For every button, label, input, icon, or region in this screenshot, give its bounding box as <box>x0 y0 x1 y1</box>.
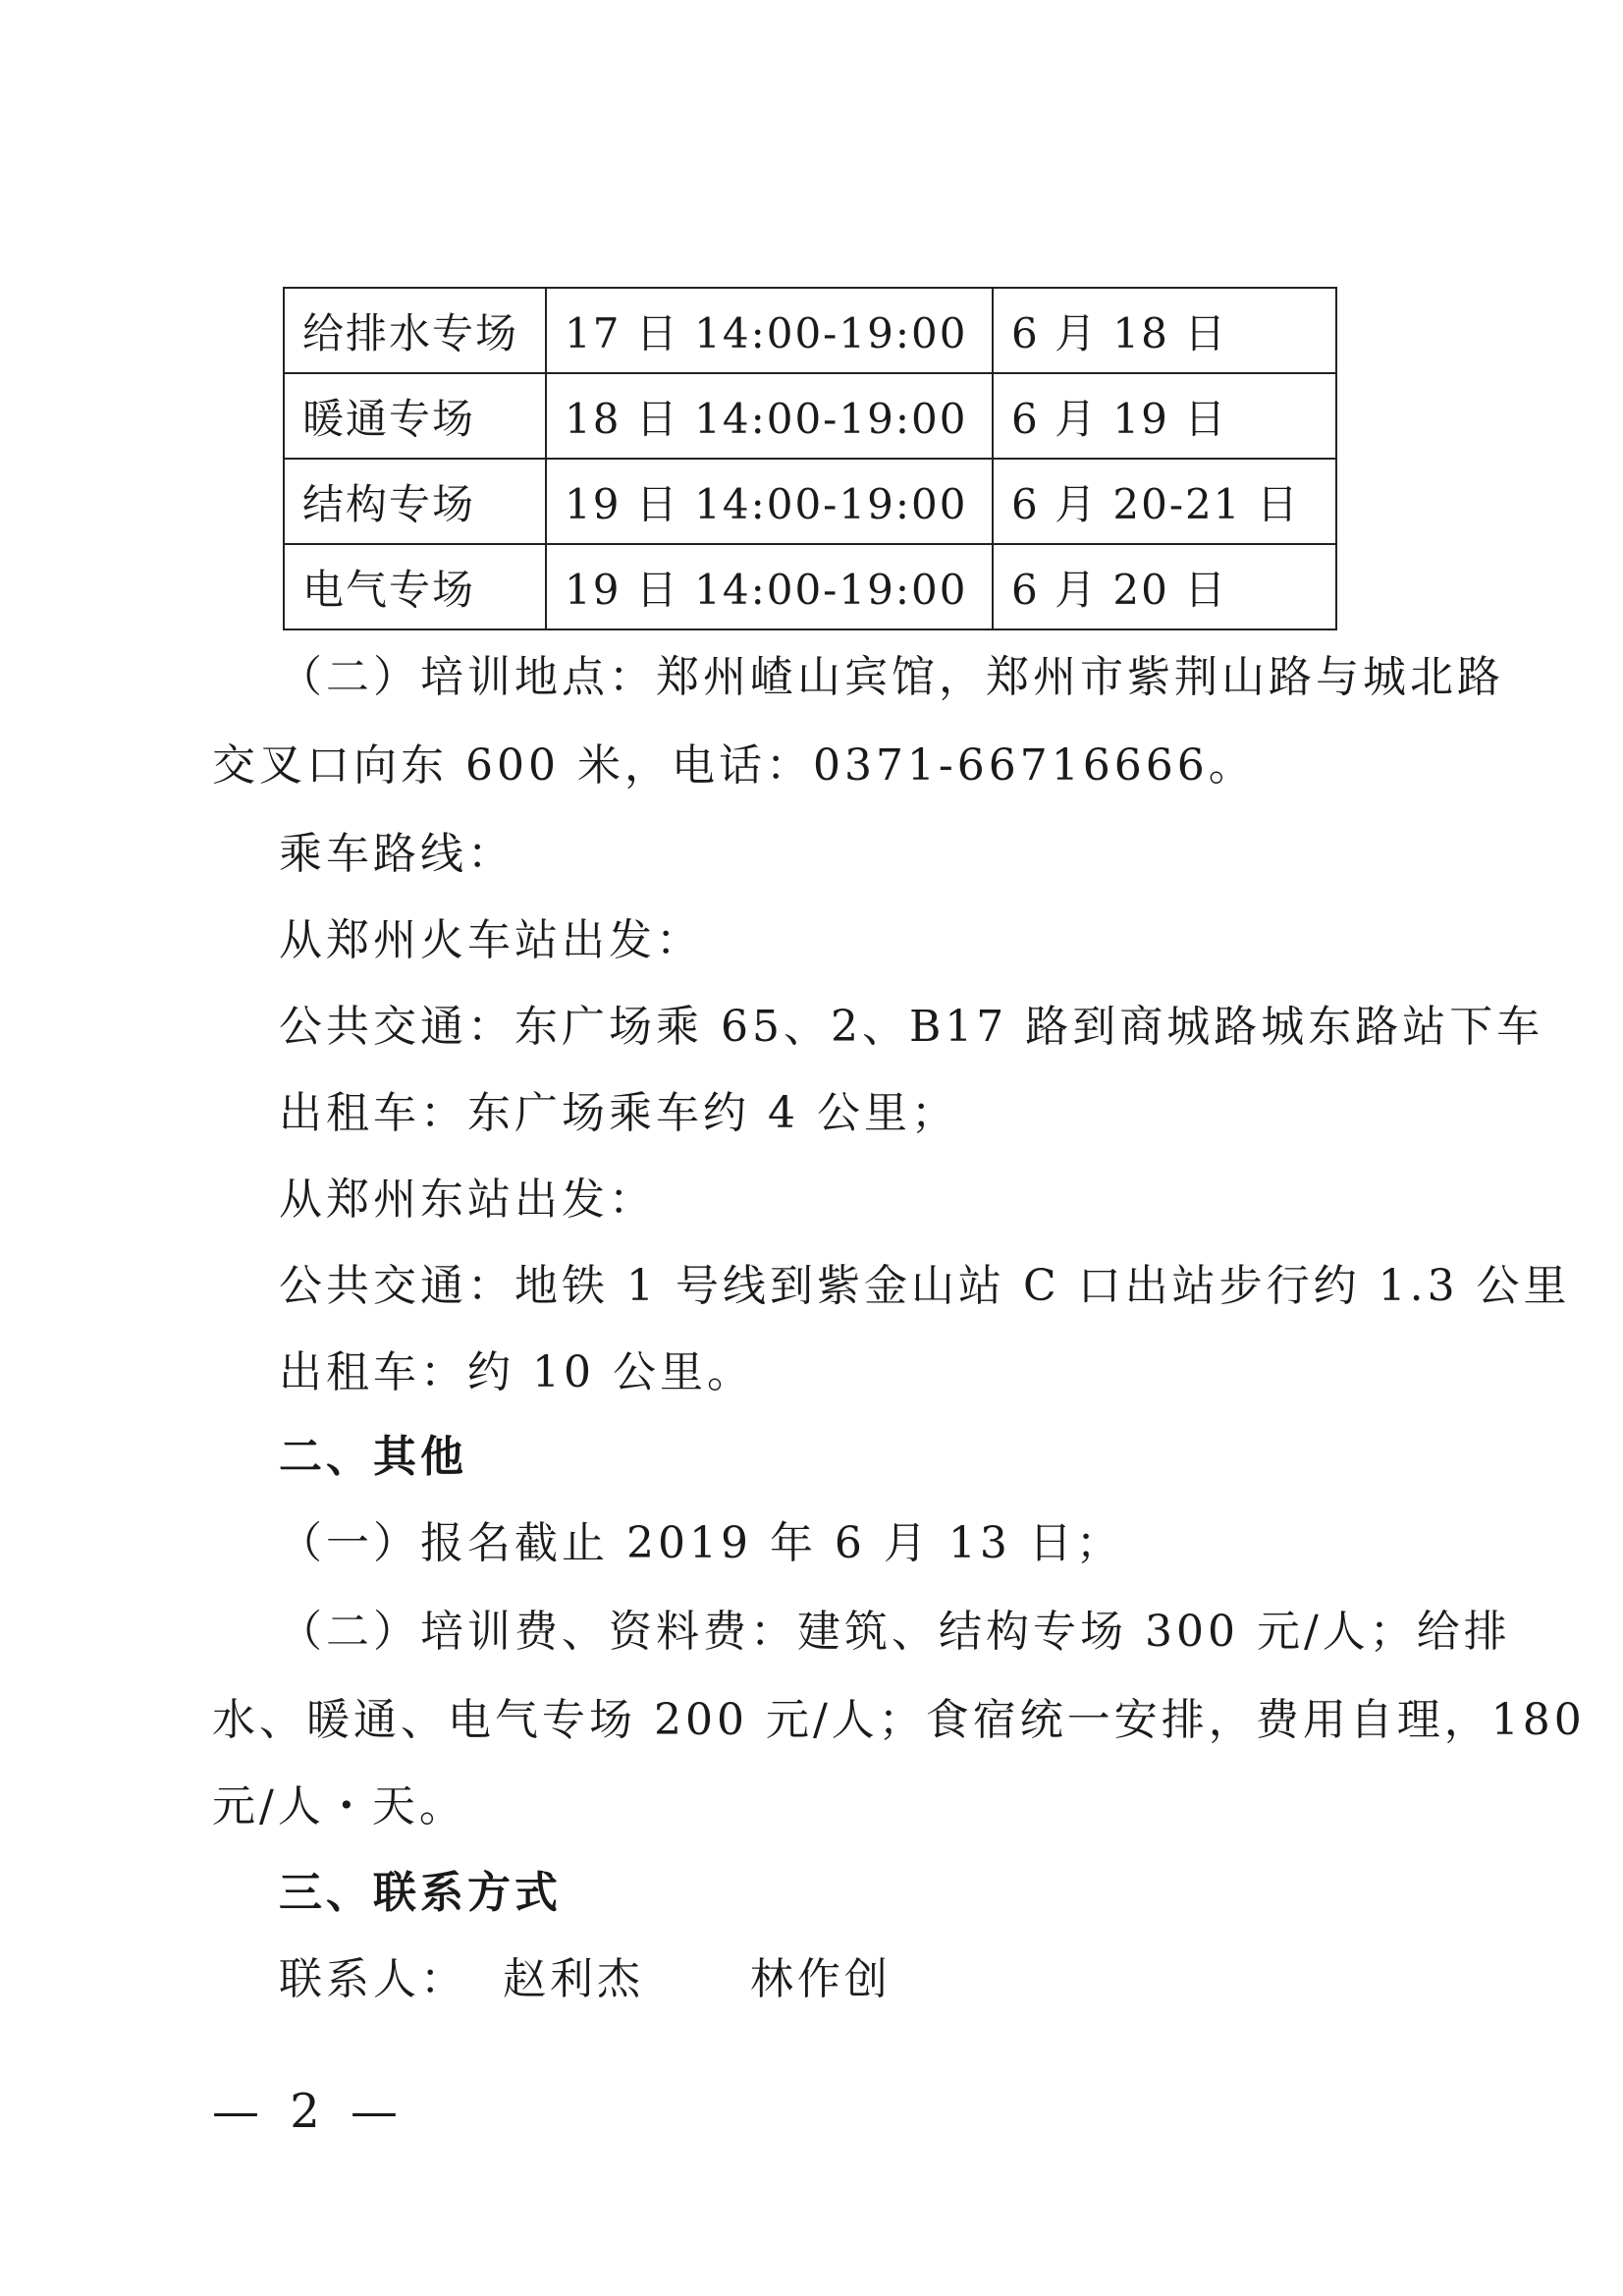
table-row <box>284 459 1336 544</box>
table-row <box>284 373 1336 459</box>
table-row <box>284 544 1336 629</box>
section-contact-heading: 三、联系方式 <box>279 1868 562 1918</box>
from-railway-station: 从郑州火车站出发： <box>279 915 703 965</box>
contact-persons: 联系人： 赵利杰 林作创 <box>279 1954 892 2004</box>
schedule-table <box>283 287 1337 630</box>
session-name-cell: 暖通专场 <box>284 373 546 459</box>
checkin-time-cell: 19 日 14:00-19:00 <box>546 459 993 544</box>
east-taxi: 出租车：约 10 公里。 <box>279 1347 754 1397</box>
east-public-transport: 公共交通：地铁 1 号线到紫金山站 C 口出站步行约 1.3 公里 <box>279 1261 1571 1311</box>
fee-line-2: 水、暖通、电气专场 200 元/人；食宿统一安排，费用自理，180 <box>212 1695 1586 1745</box>
page-number: — 2 — <box>212 2084 406 2139</box>
training-location-line-2: 交叉口向东 600 米，电话：0371-66716666。 <box>212 740 1256 791</box>
training-location-line-1: （二）培训地点：郑州嵖山宾馆，郑州市紫荆山路与城北路 <box>279 652 1504 702</box>
checkin-time-cell: 17 日 14:00-19:00 <box>546 288 993 373</box>
training-date-cell: 6 月 20 日 <box>993 544 1336 629</box>
registration-deadline: （一）报名截止 2019 年 6 月 13 日； <box>279 1518 1123 1568</box>
fee-line-1: （二）培训费、资料费：建筑、结构专场 300 元/人；给排 <box>279 1607 1511 1657</box>
training-date-cell: 6 月 20-21 日 <box>993 459 1336 544</box>
table-row <box>284 288 1336 373</box>
from-east-station: 从郑州东站出发： <box>279 1175 656 1225</box>
fee-line-3: 元/人・天。 <box>212 1781 466 1831</box>
railway-taxi: 出租车：东广场乘车约 4 公里； <box>279 1088 958 1138</box>
route-title: 乘车路线： <box>279 829 514 879</box>
section-other-heading: 二、其他 <box>279 1432 467 1482</box>
railway-public-transport: 公共交通：东广场乘 65、2、B17 路到商城路城东路站下车 <box>279 1002 1544 1052</box>
training-date-cell: 6 月 18 日 <box>993 288 1336 373</box>
session-name-cell: 结构专场 <box>284 459 546 544</box>
session-name-cell: 给排水专场 <box>284 288 546 373</box>
session-name-cell: 电气专场 <box>284 544 546 629</box>
checkin-time-cell: 18 日 14:00-19:00 <box>546 373 993 459</box>
training-date-cell: 6 月 19 日 <box>993 373 1336 459</box>
checkin-time-cell: 19 日 14:00-19:00 <box>546 544 993 629</box>
